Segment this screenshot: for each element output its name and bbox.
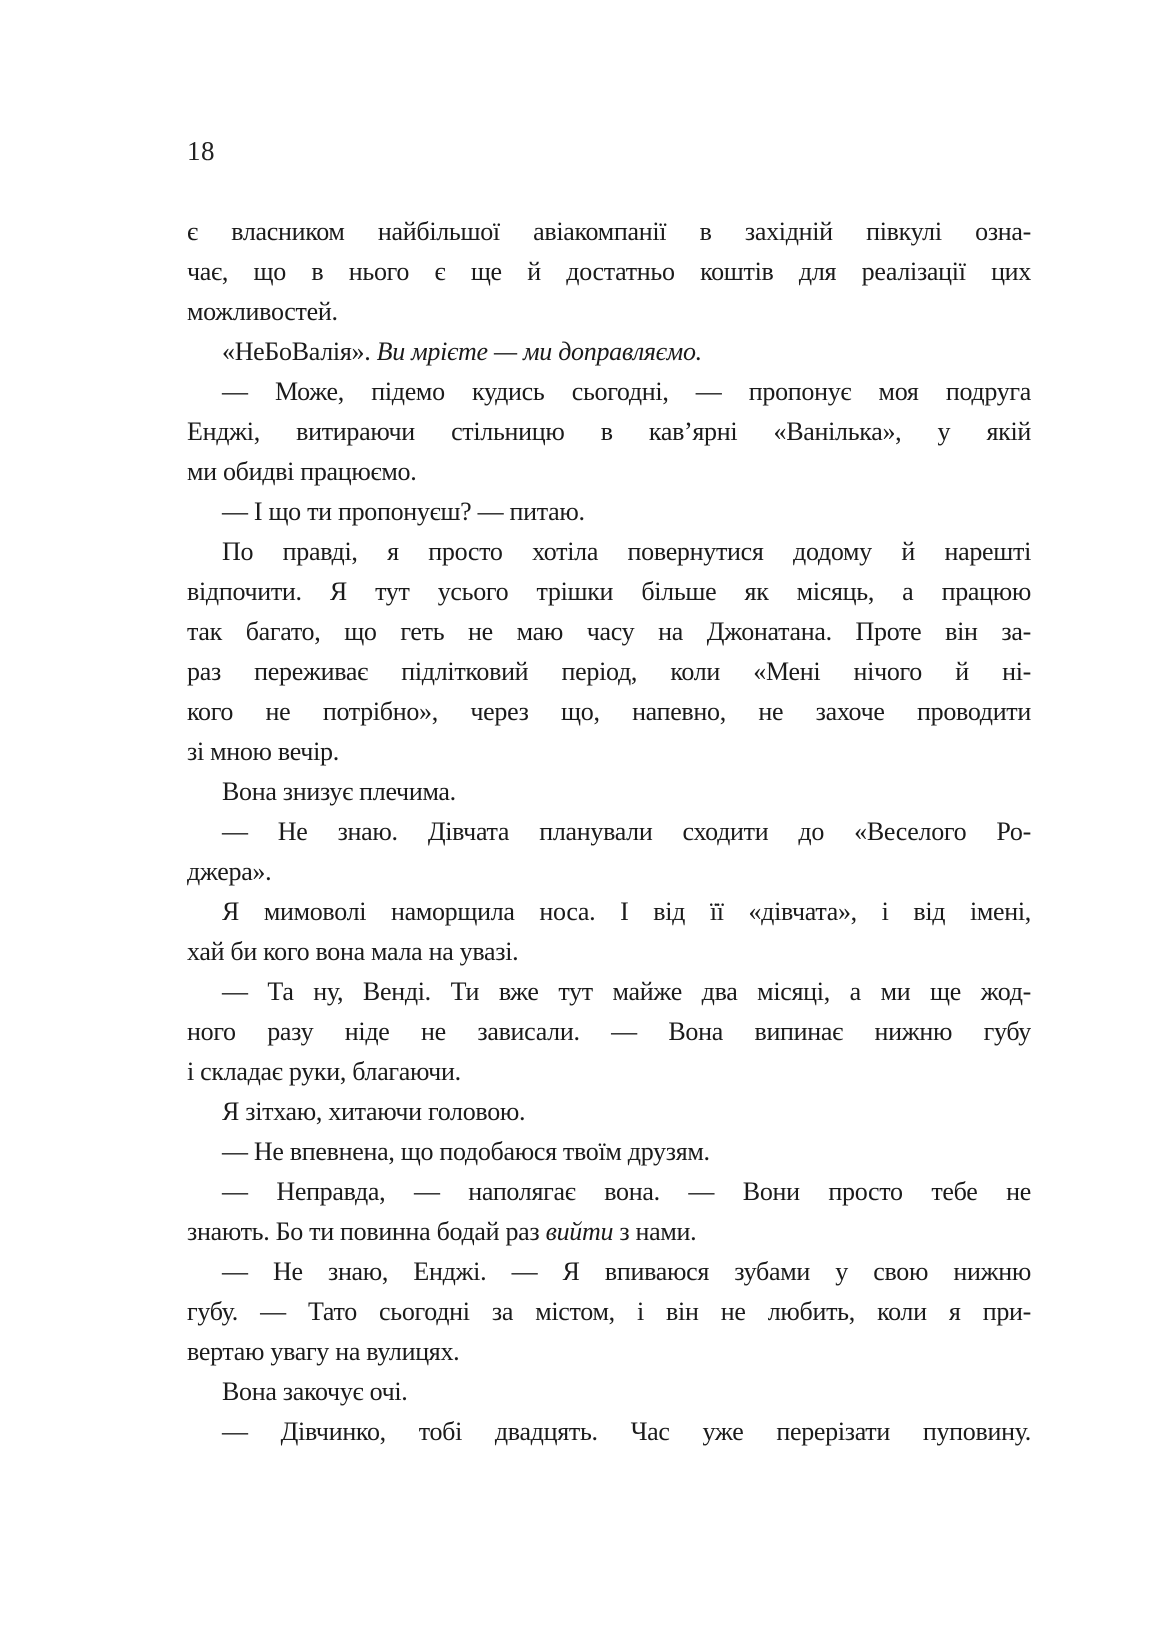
- text-segment: з нами.: [613, 1217, 697, 1246]
- text-segment: раз переживає підлітковий період, коли «Мені нічого й ні-: [187, 657, 1031, 686]
- text-segment: хай би кого вона мала на увазі.: [187, 937, 519, 966]
- text-segment: — Може, підемо кудись сьогодні, — пропонує моя подруга: [222, 377, 1031, 406]
- text-segment: є власником найбільшої авіакомпанії в західній півкулі озна-: [187, 217, 1031, 246]
- paragraph: [187, 972, 1031, 1092]
- text-line: [187, 252, 1031, 292]
- text-segment: Я мимоволі наморщила носа. І від її «дівчата», і від імені,: [222, 897, 1031, 926]
- paragraph: [187, 892, 1031, 972]
- text-line: [187, 1092, 1031, 1132]
- paragraph: [187, 812, 1031, 892]
- text-line: [187, 1012, 1031, 1052]
- text-line: [187, 1132, 1031, 1172]
- text-line: [187, 1332, 1031, 1372]
- text-segment: ми обидві працюємо.: [187, 457, 417, 486]
- text-segment: знають. Бо ти повинна бодай раз: [187, 1217, 546, 1246]
- text-segment: і складає руки, благаючи.: [187, 1057, 461, 1086]
- text-line: [187, 1292, 1031, 1332]
- text-line: [187, 692, 1031, 732]
- text-segment: — Не впевнена, що подобаюся твоїм друзям.: [222, 1137, 710, 1166]
- paragraph: [187, 1372, 1031, 1412]
- paragraph: [187, 372, 1031, 492]
- text-line: [187, 772, 1031, 812]
- text-line: [187, 212, 1031, 252]
- text-line: [187, 372, 1031, 412]
- text-segment: чає, що в нього є ще й достатньо коштів для реалізації цих: [187, 257, 1031, 286]
- text-segment: — Не знаю. Дівчата планували сходити до «Веселого Ро-: [222, 817, 1031, 846]
- paragraph: [187, 1252, 1031, 1372]
- text-line: [187, 492, 1031, 532]
- paragraph: [187, 332, 1031, 372]
- paragraph: [187, 532, 1031, 772]
- text-line: [187, 532, 1031, 572]
- text-segment: — Неправда, — наполягає вона. — Вони просто тебе не: [222, 1177, 1031, 1206]
- text-line: [187, 972, 1031, 1012]
- text-line: [187, 1212, 1031, 1252]
- text-line: [187, 932, 1031, 972]
- text-line: [187, 892, 1031, 932]
- paragraph: [187, 1092, 1031, 1132]
- text-block: [187, 212, 1031, 1452]
- italic-text: Ви мрієте — ми доправляємо.: [376, 337, 702, 366]
- text-segment: ного разу ніде не зависали. — Вона випинає нижню губу: [187, 1017, 1031, 1046]
- text-line: [187, 652, 1031, 692]
- text-segment: Вона закочує очі.: [222, 1377, 408, 1406]
- text-line: [187, 852, 1031, 892]
- paragraph: [187, 1172, 1031, 1252]
- text-segment: відпочити. Я тут усього трішки більше як місяць, а працюю: [187, 577, 1031, 606]
- paragraph: [187, 772, 1031, 812]
- text-segment: Енджі, витираючи стільницю в кав’ярні «Ванілька», у якій: [187, 417, 1031, 446]
- text-line: [187, 412, 1031, 452]
- text-segment: Я зітхаю, хитаючи головою.: [222, 1097, 526, 1126]
- text-segment: — Не знаю, Енджі. — Я впиваюся зубами у свою нижню: [222, 1257, 1031, 1286]
- text-segment: так багато, що геть не маю часу на Джонатана. Проте він за-: [187, 617, 1031, 646]
- paragraph: [187, 1412, 1031, 1452]
- text-line: [187, 1172, 1031, 1212]
- text-segment: Вона знизує плечима.: [222, 777, 456, 806]
- text-line: [187, 1412, 1031, 1452]
- text-segment: губу. — Тато сьогодні за містом, і він не любить, коли я при-: [187, 1297, 1031, 1326]
- text-segment: джера».: [187, 857, 272, 886]
- text-line: [187, 612, 1031, 652]
- text-segment: зі мною вечір.: [187, 737, 339, 766]
- text-segment: вертаю увагу на вулицях.: [187, 1337, 460, 1366]
- italic-text: вийти: [545, 1217, 614, 1246]
- text-segment: «НеБоВалія».: [222, 337, 377, 366]
- text-line: [187, 1052, 1031, 1092]
- text-line: [187, 292, 1031, 332]
- paragraph: [187, 212, 1031, 332]
- text-segment: — Та ну, Венді. Ти вже тут майже два місяці, а ми ще жод-: [222, 977, 1031, 1006]
- text-segment: По правді, я просто хотіла повернутися додому й нарешті: [222, 537, 1031, 566]
- text-line: [187, 452, 1031, 492]
- text-segment: — І що ти пропонуєш? — питаю.: [222, 497, 585, 526]
- text-line: [187, 1252, 1031, 1292]
- text-line: [187, 572, 1031, 612]
- text-line: [187, 732, 1031, 772]
- text-segment: можливостей.: [187, 297, 338, 326]
- text-line: [187, 812, 1031, 852]
- page-number: 18: [187, 136, 215, 166]
- text-line: [187, 1372, 1031, 1412]
- text-segment: — Дівчинко, тобі двадцять. Час уже перерізати пуповину.: [222, 1417, 1031, 1446]
- paragraph: [187, 492, 1031, 532]
- paragraph: [187, 1132, 1031, 1172]
- text-line: [187, 332, 1031, 372]
- text-segment: кого не потрібно», через що, напевно, не захоче проводити: [187, 697, 1031, 726]
